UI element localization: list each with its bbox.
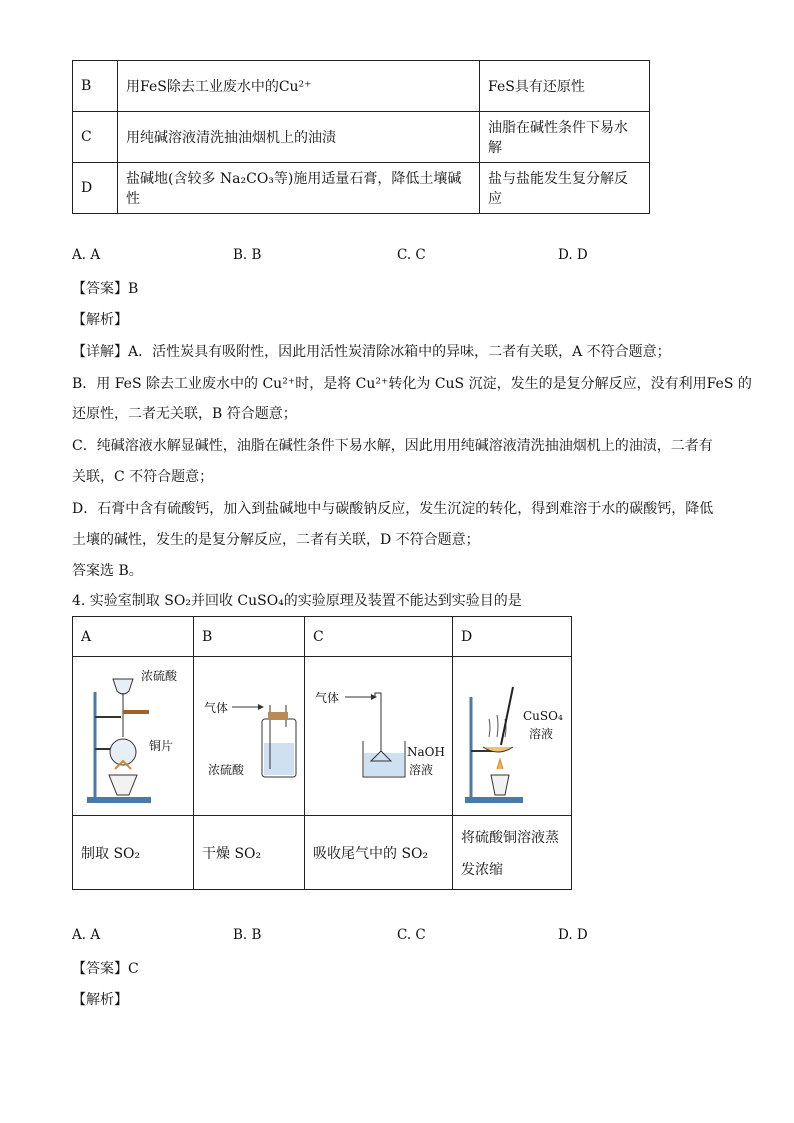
- explain-line: 【详解】A．活性炭具有吸附性，因此用活性炭清除冰箱中的异味，二者有关联，A 不符合题意；: [72, 344, 671, 360]
- choice-b: B. B: [233, 927, 262, 943]
- option-reason: FeS具有还原性: [480, 61, 650, 112]
- table-row: [73, 657, 572, 816]
- label: 浓硫酸: [141, 669, 178, 683]
- col-header: B: [194, 617, 305, 657]
- options-table-q3: [72, 60, 650, 214]
- choice-d: D. D: [558, 247, 588, 263]
- table-row: [73, 617, 572, 657]
- option-reason: 盐与盐能发生复分解反应: [480, 163, 650, 214]
- label: 浓硫酸: [208, 763, 245, 777]
- choice-a: A. A: [72, 247, 101, 263]
- option-letter: B: [73, 61, 118, 112]
- table-row: [73, 61, 650, 112]
- choice-a: A. A: [72, 927, 101, 943]
- choice-c: C. C: [397, 927, 426, 943]
- label: 溶液: [529, 727, 554, 741]
- option-letter: C: [73, 112, 118, 163]
- answer-label: 【答案】C: [72, 961, 139, 977]
- label: 气体: [315, 691, 340, 705]
- apparatus-c: [305, 657, 453, 816]
- choice-b: B. B: [233, 247, 262, 263]
- table-row: [73, 816, 572, 890]
- col-header: D: [453, 617, 572, 657]
- apparatus-b: [194, 657, 305, 816]
- option-content: 用FeS除去工业废水中的Cu²⁺: [118, 61, 480, 112]
- explain-line: 还原性，二者无关联，B 符合题意；: [72, 406, 297, 422]
- purpose-d: [453, 816, 572, 890]
- beaker-absorption-icon: [305, 657, 451, 815]
- explain-line: 关联，C 不符合题意；: [72, 469, 214, 485]
- table-row: [73, 163, 650, 214]
- question-stem: 4. 实验室制取 SO₂并回收 CuSO₄的实验原理及装置不能达到实验目的是: [72, 593, 522, 609]
- table-row: [73, 112, 650, 163]
- label: 溶液: [409, 763, 434, 777]
- option-content: 盐碱地(含较多 Na₂CO₃等)施用适量石膏，降低土壤碱性: [118, 163, 480, 214]
- option-letter: D: [73, 163, 118, 214]
- answer-label: 【答案】B: [72, 281, 139, 297]
- apparatus-d: [453, 657, 572, 816]
- purpose-d-line1: 将硫酸铜溶液蒸: [461, 829, 559, 846]
- gas-washing-bottle-icon: [194, 657, 304, 815]
- option-content: 用纯碱溶液清洗抽油烟机上的油渍: [118, 112, 480, 163]
- label: CuSO₄: [523, 709, 563, 723]
- apparatus-a: [73, 657, 194, 816]
- label: 铜片: [149, 739, 174, 753]
- purpose-c: 吸收尾气中的 SO₂: [305, 816, 453, 890]
- analysis-label: 【解析】: [72, 992, 128, 1008]
- col-header: C: [305, 617, 453, 657]
- label: 气体: [204, 701, 229, 715]
- choice-c: C. C: [397, 247, 426, 263]
- explain-line: B．用 FeS 除去工业废水中的 Cu²⁺时，是将 Cu²⁺转化为 CuS 沉淀，发生的是复分解反应，没有利用FeS 的: [72, 376, 752, 392]
- evaporating-dish-icon: [453, 657, 571, 815]
- option-reason: 油脂在碱性条件下易水解: [480, 112, 650, 163]
- col-header: A: [73, 617, 194, 657]
- purpose-a: 制取 SO₂: [73, 816, 194, 890]
- explain-line: C．纯碱溶液水解显碱性，油脂在碱性条件下易水解，因此用用纯碱溶液清洗抽油烟机上的油渍，二者有: [72, 438, 713, 454]
- explain-line: 土壤的碱性，发生的是复分解反应，二者有关联，D 不符合题意；: [72, 532, 480, 548]
- explain-line: D．石膏中含有硫酸钙，加入到盐碱地中与碳酸钠反应，发生沉淀的转化，得到难溶于水的碳酸钙，降低: [72, 501, 714, 517]
- label: NaOH: [407, 745, 445, 759]
- purpose-d-line2: 发浓缩: [461, 861, 503, 878]
- choice-d: D. D: [558, 927, 588, 943]
- purpose-b: 干燥 SO₂: [194, 816, 305, 890]
- analysis-label: 【解析】: [72, 312, 128, 328]
- apparatus-table-q4: [72, 616, 572, 890]
- explain-line: 答案选 B。: [72, 563, 143, 579]
